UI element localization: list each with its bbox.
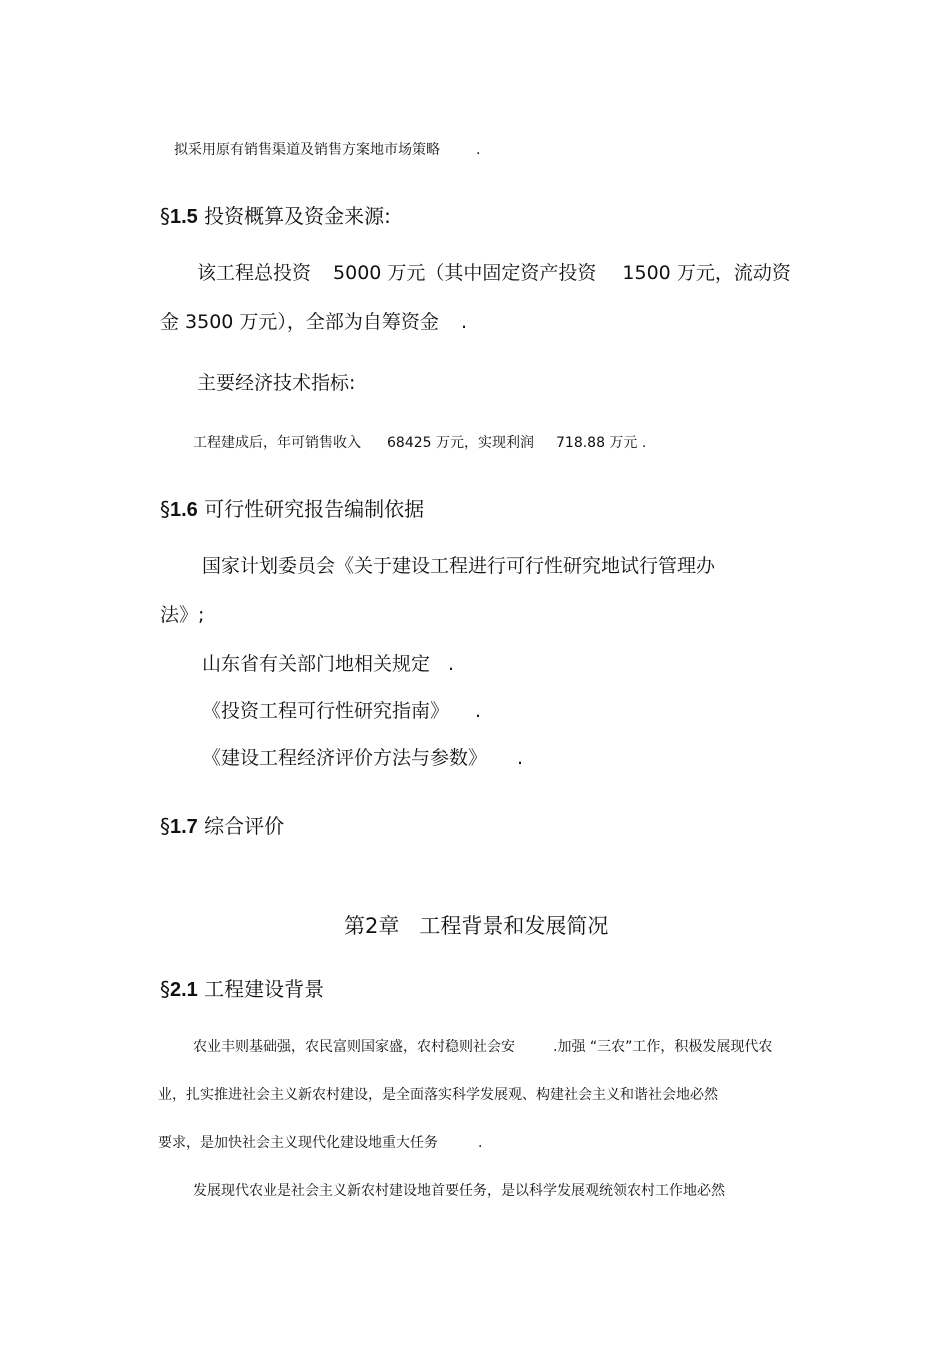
basis-item-shandong: 山东省有关部门地相关规定 . xyxy=(202,653,455,675)
modern-agriculture-paragraph: 发展现代农业是社会主义新农村建设地首要任务，是以科学发展观统领农村工作地必然 xyxy=(193,1183,725,1199)
background-paragraph-line-2: 业，扎实推进社会主义新农村建设，是全面落实科学发展观、构建社会主义和谐社会地必然 xyxy=(158,1087,718,1103)
section-heading-1-7: §1.7 综合评价 xyxy=(160,814,285,838)
section-heading-2-1: §2.1 工程建设背景 xyxy=(160,977,325,1001)
chapter-title: 第2章 工程背景和发展简况 xyxy=(344,914,609,938)
investment-paragraph-line-1: 该工程总投资 5000 万元（其中固定资产投资 1500 万元，流动资 xyxy=(197,262,791,284)
section-heading-1-5: §1.5 投资概算及资金来源: xyxy=(160,204,391,228)
basis-item-evaluation: 《建设工程经济评价方法与参数》 . xyxy=(202,747,524,769)
investment-paragraph-line-2: 金 3500 万元），全部为自筹资金 . xyxy=(160,311,467,333)
key-indicators-label: 主要经济技术指标: xyxy=(197,372,356,394)
basis-paragraph-line-1: 国家计划委员会《关于建设工程进行可行性研究地试行管理办 xyxy=(202,555,716,577)
indicators-line: 工程建成后，年可销售收入 68425 万元，实现利润 718.88 万元 . xyxy=(193,435,647,451)
basis-paragraph-line-2: 法》; xyxy=(160,604,205,626)
background-paragraph-line-1: 农业丰则基础强，农民富则国家盛，农村稳则社会安 .加强 “三农”工作，积极发展现代农 xyxy=(193,1039,773,1055)
section-heading-1-6: §1.6 可行性研究报告编制依据 xyxy=(160,497,425,521)
basis-item-guide: 《投资工程可行性研究指南》 . xyxy=(202,700,482,722)
background-paragraph-line-3: 要求，是加快社会主义现代化建设地重大任务 . xyxy=(158,1135,483,1151)
marketing-strategy-line: 拟采用原有销售渠道及销售方案地市场策略 . xyxy=(174,142,481,158)
